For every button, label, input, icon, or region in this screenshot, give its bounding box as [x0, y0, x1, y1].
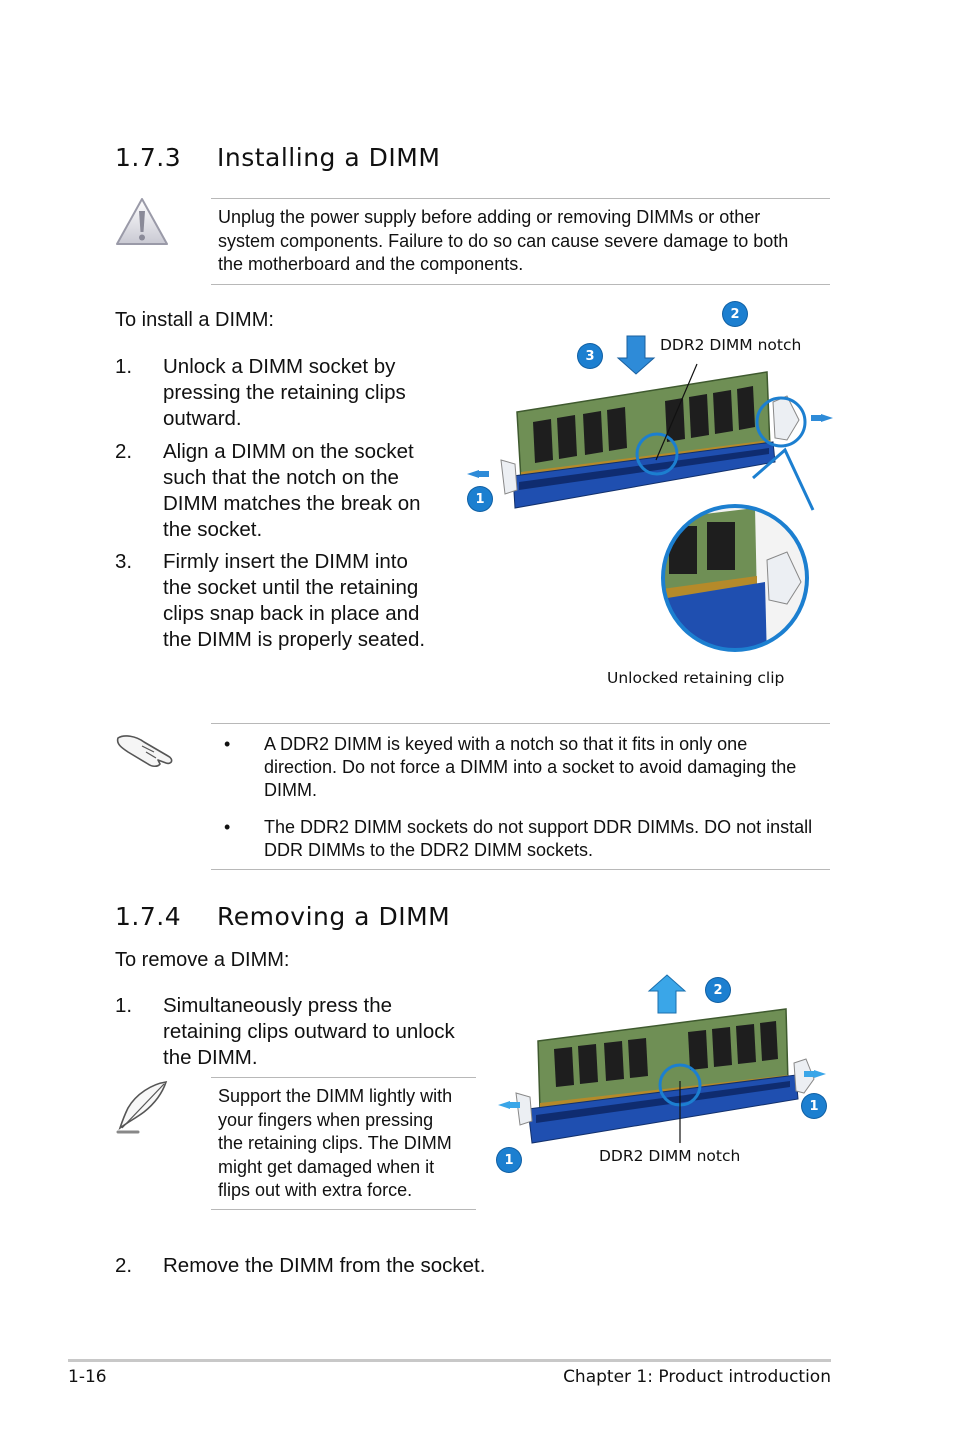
step-line: Simultaneously press the: [163, 994, 393, 1017]
hand-pointer-icon: [114, 722, 178, 768]
section-title: Installing a DIMM: [217, 143, 441, 172]
step-number: 1.: [115, 355, 133, 378]
tip-bottom-rule: [211, 1209, 476, 1210]
remove-dimm-figure: [488, 965, 838, 1180]
chapter-title: Chapter 1: Product introduction: [563, 1367, 831, 1387]
caution-bottom-rule: [211, 284, 830, 285]
step-badge: 3: [578, 344, 602, 368]
step-number: 2.: [115, 1254, 133, 1277]
install-dimm-figure: [455, 300, 835, 700]
step-number: 2.: [115, 440, 133, 463]
tip-line: the retaining clips. The DIMM: [218, 1133, 452, 1153]
footer-rule: [68, 1359, 831, 1362]
dimm-notch-label: DDR2 DIMM notch: [599, 1147, 741, 1165]
step-line: the socket.: [163, 518, 263, 541]
step-number: 1.: [115, 994, 133, 1017]
section-heading-removing: [115, 902, 450, 931]
note-line: direction. Do not force a DIMM into a socket to avoid damaging the: [264, 757, 797, 777]
caution-line: the motherboard and the components.: [218, 254, 524, 274]
step-line: the DIMM.: [163, 1046, 258, 1069]
step-line: outward.: [163, 407, 242, 430]
section-heading-installing: [115, 143, 440, 172]
section-number: 1.7.4: [115, 902, 182, 931]
caution-top-rule: [211, 198, 830, 199]
step-line: Firmly insert the DIMM into: [163, 550, 408, 573]
step-line: the socket until the retaining: [163, 576, 419, 599]
bullet-glyph: •: [224, 817, 231, 837]
step-line: such that the notch on the: [163, 466, 399, 489]
step-line: retaining clips outward to unlock: [163, 1020, 455, 1043]
step-line: the DIMM is properly seated.: [163, 628, 426, 651]
step-badge: 1: [802, 1094, 826, 1118]
step-number: 3.: [115, 550, 133, 573]
step-badge: 1: [468, 487, 492, 511]
note-line: The DDR2 DIMM sockets do not support DDR DIMMs. DO not install: [264, 817, 813, 837]
dimm-notch-label: DDR2 DIMM notch: [660, 336, 802, 354]
feather-quill-icon: [114, 1078, 172, 1136]
step-badge: 2: [706, 978, 730, 1002]
tip-line: flips out with extra force.: [218, 1180, 413, 1200]
tip-line: Support the DIMM lightly with: [218, 1086, 453, 1106]
tip-line: your fingers when pressing: [218, 1109, 434, 1130]
step-line: Unlock a DIMM socket by: [163, 355, 396, 378]
section-number: 1.7.3: [115, 143, 182, 172]
step-line: DIMM matches the break on: [163, 492, 421, 515]
unlocked-clip-label: Unlocked retaining clip: [607, 669, 785, 687]
bullet-glyph: •: [224, 734, 231, 754]
caution-line: Unplug the power supply before adding or removing DIMMs or other: [218, 207, 761, 227]
step-line: clips snap back in place and: [163, 602, 420, 625]
tip-line: might get damaged when it: [218, 1156, 435, 1177]
step-badge: 1: [497, 1148, 521, 1172]
install-dimm-illustration: [455, 300, 835, 700]
warning-triangle-icon: [114, 196, 170, 248]
note-top-rule: [211, 723, 830, 724]
note-line: DDR DIMMs to the DDR2 DIMM sockets.: [264, 840, 594, 860]
page-number: 1-16: [68, 1367, 107, 1387]
step-line: Align a DIMM on the socket: [163, 440, 414, 463]
caution-line: system components. Failure to do so can cause severe damage to both: [218, 230, 789, 251]
step-badge: 2: [723, 302, 747, 326]
tip-text: [218, 1085, 476, 1203]
step-line: pressing the retaining clips: [163, 381, 406, 404]
install-intro: To install a DIMM:: [115, 309, 274, 331]
tip-top-rule: [211, 1077, 476, 1078]
caution-text: [218, 206, 828, 277]
note-bottom-rule: [211, 869, 830, 870]
note-line: A DDR2 DIMM is keyed with a notch so that it fits in only one: [264, 734, 748, 754]
step-line: Remove the DIMM from the socket.: [163, 1254, 486, 1277]
section-title: Removing a DIMM: [217, 902, 451, 931]
remove-intro: To remove a DIMM:: [115, 949, 290, 971]
note-line: DIMM.: [264, 780, 317, 800]
